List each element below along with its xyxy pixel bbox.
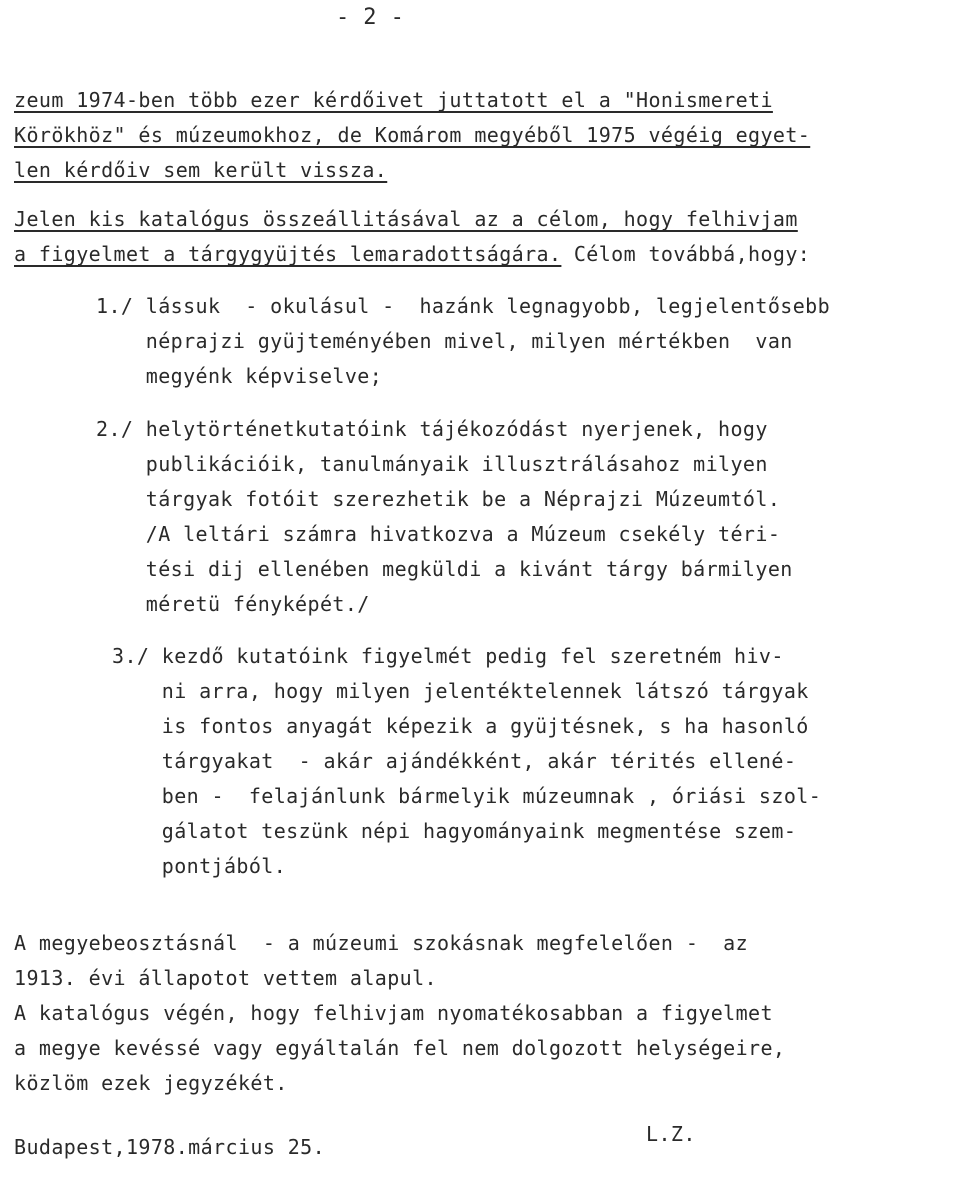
list-item-line: megyénk képviselve; [96,364,383,388]
list-item-line: ben - felajánlunk bármelyik múzeumnak , óriási szol- [112,784,822,808]
intro-line: Körökhöz" és múzeumokhoz, de Komárom megyéből 1975 végéig egyet- [14,123,811,147]
list-item-line: tési dij ellenében megküldi a kivánt tárgy bármilyen [96,557,793,581]
intro-line: Jelen kis katalógus összeállitásával az a célom, hogy felhivjam [14,207,798,231]
closing-line: közlöm ezek jegyzékét. [14,1071,288,1095]
list-item-line: gálatot teszünk népi hagyományaink megmentése szem- [112,819,797,843]
intro-line [14,240,810,268]
intro-line: zeum 1974-ben több ezer kérdőivet juttatott el a "Honismereti [14,88,773,112]
closing-line: A katalógus végén, hogy felhivjam nyomatékosabban a figyelmet [14,1001,773,1025]
page-number: - 2 - [336,5,405,30]
list-item-line: 1./ lássuk - okulásul - hazánk legnagyobb, legjelentősebb [96,294,831,318]
list-item-line: pontjából. [112,854,287,878]
intro-line: len kérdőiv sem került vissza. [14,158,388,182]
list-item-line: tárgyak fotóit szerezhetik be a Néprajzi Múzeumtól. [96,487,781,511]
list-item-line: ni arra, hogy milyen jelentéktelennek látszó tárgyak [112,679,809,703]
signature-initials: L.Z. [646,1122,696,1146]
closing-line: A megyebeosztásnál - a múzeumi szokásnak megfelelően - az [14,931,749,955]
list-item-line: néprajzi gyüjteményében mivel, milyen mértékben van [96,329,793,353]
list-item-line: méretü fényképét./ [96,592,370,616]
list-item-line: tárgyakat - akár ajándékként, akár térités ellené- [112,749,797,773]
intro-underlined-phrase: a figyelmet a tárgygyüjtés lemaradottságára. [14,242,562,266]
list-item-line: /A leltári számra hivatkozva a Múzeum csekély téri- [96,522,781,546]
list-item-line: publikációik, tanulmányaik illusztrálásahoz milyen [96,452,768,476]
intro-line-rest: Célom továbbá,hogy: [561,242,811,266]
list-item-line: 3./ kezdő kutatóink figyelmét pedig fel szeretném hiv- [112,644,784,668]
closing-line: 1913. évi állapotot vettem alapul. [14,966,437,990]
list-item-line: is fontos anyagát képezik a gyüjtésnek, s ha hasonló [112,714,809,738]
place-date: Budapest,1978.március 25. [14,1135,326,1159]
closing-line: a megye kevéssé vagy egyáltalán fel nem dolgozott helységeire, [14,1036,786,1060]
list-item-line: 2./ helytörténetkutatóink tájékozódást nyerjenek, hogy [96,417,768,441]
